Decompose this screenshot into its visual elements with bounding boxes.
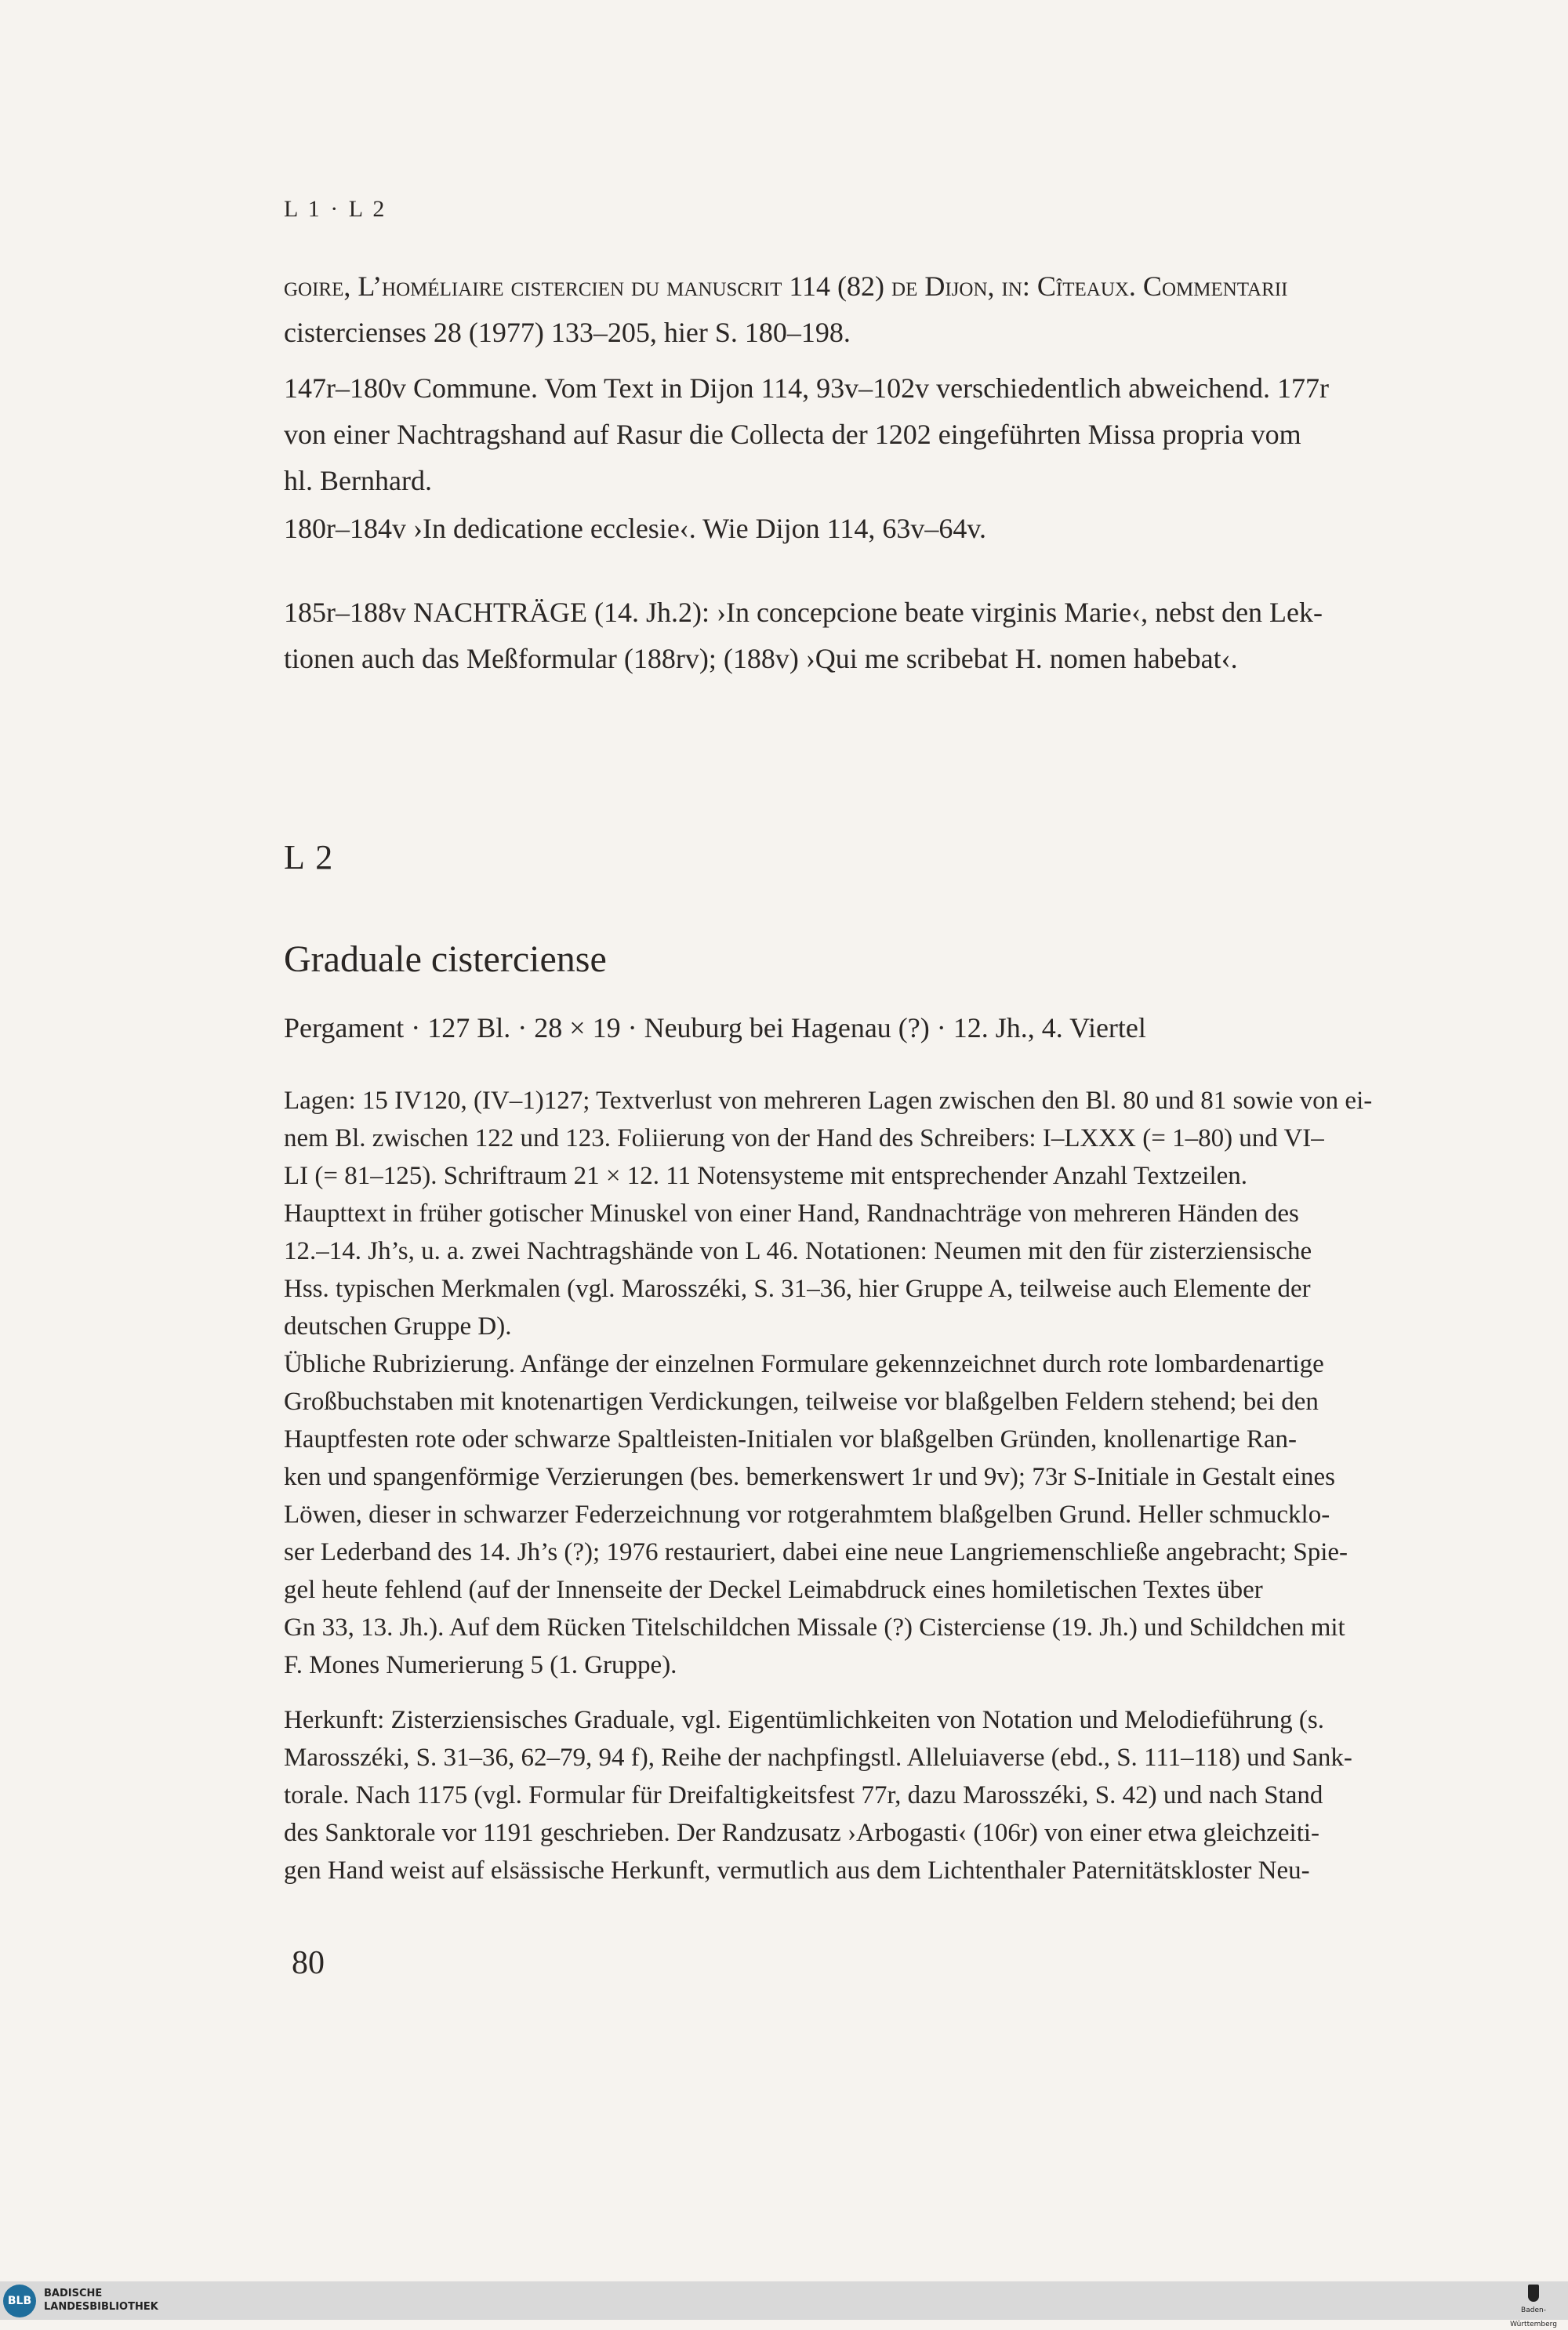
text-line-content: torale. Nach 1175 (vgl. Formular für Dreifaltigkeitsfest 77r, dazu Marosszéki, S. 42) und nach Stand — [284, 1781, 1323, 1809]
text-line-content: cistercienses 28 (1977) 133–205, hier S. 180–198. — [284, 317, 851, 348]
text-line — [284, 636, 1421, 682]
text-line-content: hl. Bernhard. — [284, 465, 432, 496]
text-line — [284, 365, 1421, 412]
text-line — [284, 1232, 1421, 1270]
text-line-content: Übliche Rubrizierung. Anfänge der einzelnen Formulare gekennzeichnet durch rote lombardenartige — [284, 1350, 1324, 1378]
text-line-content: gen Hand weist auf elsässische Herkunft, vermutlich aus dem Lichtenthaler Paternitätskloster Neu- — [284, 1856, 1310, 1885]
text-line — [284, 1609, 1421, 1646]
text-line — [284, 1421, 1421, 1458]
running-head: L 1 · L 2 — [284, 196, 387, 222]
text-line-content: nem Bl. zwischen 122 und 123. Foliierung von der Hand des Schreibers: I–LXXX (= 1–80) und VI– — [284, 1124, 1324, 1152]
text-line — [284, 1777, 1421, 1814]
library-name-line: BADISCHE — [44, 2288, 103, 2299]
text-line-content: Löwen, dieser in schwarzer Federzeichnung vor rotgerahmtem blaßgelben Grund. Heller schmucklo- — [284, 1501, 1330, 1529]
body-paragraph-herkunft — [284, 1701, 1421, 1889]
text-line-content: LI (= 81–125). Schriftraum 21 × 12. 11 Notensysteme mit entsprechender Anzahl Textzeilen. — [284, 1162, 1248, 1190]
text-line — [284, 458, 1421, 504]
entry-description: Pergament · 127 Bl. · 28 × 19 · Neuburg bei Hagenau (?) · 12. Jh., 4. Viertel — [284, 1012, 1146, 1043]
text-line-content: 185r–188v NACHTRÄGE (14. Jh.2): ›In concepcione beate virginis Marie‹, nebst den Lek- — [284, 597, 1323, 628]
text-line — [284, 1496, 1421, 1533]
prev-paragraph-dedicatione — [284, 506, 1421, 552]
text-line-content: Großbuchstaben mit knotenartigen Verdickungen, teilweise vor blaßgelben Feldern stehend; bei den — [284, 1388, 1319, 1416]
text-line — [284, 506, 1421, 552]
text-line — [284, 1533, 1421, 1571]
blb-logo-icon[interactable]: BLB — [3, 2285, 36, 2317]
text-line-content: tionen auch das Meßformular (188rv); (188v) ›Qui me scribebat H. nomen habebat‹. — [284, 643, 1238, 674]
text-line-content: Herkunft: Zisterziensisches Graduale, vgl. Eigentümlichkeiten von Notation und Melodieführung (s. — [284, 1706, 1325, 1734]
text-line-content: F. Mones Numerierung 5 (1. Gruppe). — [284, 1651, 677, 1679]
prev-paragraph-bibliography — [284, 263, 1421, 356]
text-line-content: goire, L’homéliaire cistercien du manuscrit 114 (82) de Dijon, in: Cîteaux. Commentarii — [284, 270, 1288, 302]
text-line — [284, 1701, 1421, 1739]
text-line-content: Hauptfesten rote oder schwarze Spaltleisten-Initialen vor blaßgelben Gründen, knollenartige Ran- — [284, 1425, 1298, 1454]
text-line — [284, 1852, 1421, 1889]
text-line-content: Hss. typischen Merkmalen (vgl. Marosszéki, S. 31–36, hier Gruppe A, teilweise auch Elemente der — [284, 1275, 1311, 1303]
library-name — [44, 2287, 158, 2314]
text-line-content: Lagen: 15 IV120, (IV–1)127; Textverlust von mehreren Lagen zwischen den Bl. 80 und 81 sowie von ei- — [284, 1087, 1373, 1115]
text-line — [284, 590, 1421, 636]
text-line — [284, 1270, 1421, 1308]
text-line-content: Haupttext in früher gotischer Minuskel von einer Hand, Randnachträge von mehreren Händen des — [284, 1199, 1299, 1228]
text-line — [284, 1120, 1421, 1157]
text-line-content: von einer Nachtragshand auf Rasur die Collecta der 1202 eingeführten Missa propria vom — [284, 419, 1301, 450]
text-line-content: Marosszéki, S. 31–36, 62–79, 94 f), Reihe der nachpfingstl. Alleluiaverse (ebd., S. 111–118) und Sank- — [284, 1744, 1352, 1772]
text-line-content: ken und spangenförmige Verzierungen (bes. bemerkenswert 1r und 9v); 73r S-Initiale in Gestalt eines — [284, 1463, 1335, 1491]
text-line-content: gel heute fehlend (auf der Innenseite der Deckel Leimabdruck eines homiletischen Textes über — [284, 1576, 1263, 1604]
text-line — [284, 1308, 1421, 1345]
text-line-content: 147r–180v Commune. Vom Text in Dijon 114, 93v–102v verschiedentlich abweichend. 177r — [284, 372, 1329, 404]
text-line-content: 180r–184v ›In dedicatione ecclesie‹. Wie Dijon 114, 63v–64v. — [284, 513, 986, 544]
text-line — [284, 1345, 1421, 1383]
text-line — [284, 1571, 1421, 1609]
text-line — [284, 1157, 1421, 1195]
bw-label: Baden-Württemberg — [1510, 2306, 1557, 2328]
text-line — [284, 1383, 1421, 1421]
library-name-line: LANDESBIBLIOTHEK — [44, 2301, 158, 2313]
text-line — [284, 1082, 1421, 1120]
section-heading: L 2 — [284, 838, 335, 876]
text-line — [284, 1195, 1421, 1232]
text-line — [284, 412, 1421, 458]
text-line-content: ser Lederband des 14. Jh’s (?); 1976 restauriert, dabei eine neue Langriemenschließe angebracht; Spie- — [284, 1538, 1348, 1566]
text-line — [284, 1814, 1421, 1852]
prev-paragraph-nachtraege — [284, 590, 1421, 682]
coat-of-arms-icon — [1528, 2285, 1539, 2302]
text-line — [284, 263, 1421, 310]
text-line-content: deutschen Gruppe D). — [284, 1312, 512, 1341]
body-paragraph-lagen — [284, 1082, 1421, 1345]
bw-logo[interactable] — [1510, 2283, 1557, 2328]
text-line — [284, 310, 1421, 356]
text-line-content: 12.–14. Jh’s, u. a. zwei Nachtragshände von L 46. Notationen: Neumen mit den für zisterziensische — [284, 1237, 1312, 1265]
prev-paragraph-commune — [284, 365, 1421, 504]
text-line — [284, 1739, 1421, 1777]
footer-bar — [0, 2281, 1568, 2328]
text-line-content: Gn 33, 13. Jh.). Auf dem Rücken Titelschildchen Missale (?) Cisterciense (19. Jh.) und Schildchen mit — [284, 1613, 1345, 1642]
page-number: 80 — [292, 1945, 325, 1981]
body-paragraph-rubrizierung — [284, 1345, 1421, 1684]
text-line — [284, 1458, 1421, 1496]
text-line — [284, 1646, 1421, 1684]
entry-title: Graduale cisterciense — [284, 938, 607, 980]
text-line-content: des Sanktorale vor 1191 geschrieben. Der Randzusatz ›Arbogasti‹ (106r) von einer etwa gleichzeiti- — [284, 1819, 1320, 1847]
